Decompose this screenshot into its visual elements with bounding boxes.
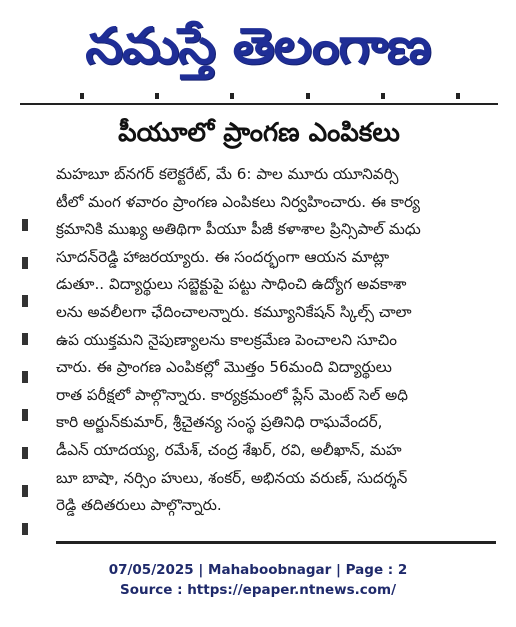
masthead-title: నమస్తే తెలంగాణ xyxy=(85,17,431,75)
newspaper-masthead xyxy=(0,0,516,92)
article-line: మహబూ బ్‌నగర్ కలెక్టరేట్, మే 6: పాల మూరు యూనివర్సి xyxy=(56,165,399,183)
newspaper-clipping xyxy=(20,93,498,548)
article-line: రాత పరీక్షలో పాల్గొన్నారు. కార్యక్రమంలో ప్లేస్ మెంట్ సెల్ అధి xyxy=(56,385,409,404)
article-line: బూ బాషా, నర్సిం హులు, శంకర్, అభినయ వరుణ్, సుదర్శన్ xyxy=(56,468,408,487)
article-headline: పీయూలో ప్రాంగణ ఎంపికలు xyxy=(118,118,400,148)
top-divider xyxy=(20,103,498,105)
article-line: టీలో మంగ ళవారం ప్రాంగణ ఎంపికలు నిర్వహించారు. ఈ కార్య xyxy=(56,192,420,211)
article-line: డుతూ.. విద్యార్థులు సబ్జెక్టుపై పట్టు సాధించి ఉద్యోగ అవకాశా xyxy=(56,275,407,294)
article-line: డీఎన్ యాదయ్య, రమేశ్, చంద్ర శేఖర్, రవి, అలీఖాన్, మహ xyxy=(56,440,402,459)
clipping-footer xyxy=(0,560,516,600)
article-line: సూదన్‌రెడ్డి హాజరయ్యారు. ఈ సందర్భంగా ఆయన మాట్లా xyxy=(56,247,390,266)
article-line: ఉప యుక్తమని నైపుణ్యాలను కాలక్రమేణ పెంచాలని సూచిం xyxy=(56,330,397,349)
article-line: చారు. ఈ ప్రాంగణ ఎంపికల్లో మొత్తం 56మంది విద్యార్థులు xyxy=(56,358,392,377)
source-link[interactable]: Source : https://epaper.ntnews.com/ xyxy=(119,582,397,598)
date-edition-page: 07/05/2025 | Mahaboobnagar | Page : 2 xyxy=(108,562,408,578)
article-line: రెడ్డి తదితరులు పాల్గొన్నారు. xyxy=(56,496,222,515)
article-line: కారి అర్జున్‌కుమార్, శ్రీచైతన్య సంస్థ ప్రతినిధి రాఘవేందర్, xyxy=(56,413,383,432)
article-line: లను అవలీలగా ఛేదించాలన్నారు. కమ్యూనికేషన్ స్కిల్స్ చాలా xyxy=(56,302,412,321)
bottom-divider xyxy=(56,541,496,544)
adjacent-column-fragments xyxy=(20,193,34,548)
article-body xyxy=(56,161,496,520)
article-line: క్రమానికి ముఖ్య అతిథిగా పీయూ పీజీ కళాశాల ప్రిన్సిపాల్ మధు xyxy=(56,220,421,239)
